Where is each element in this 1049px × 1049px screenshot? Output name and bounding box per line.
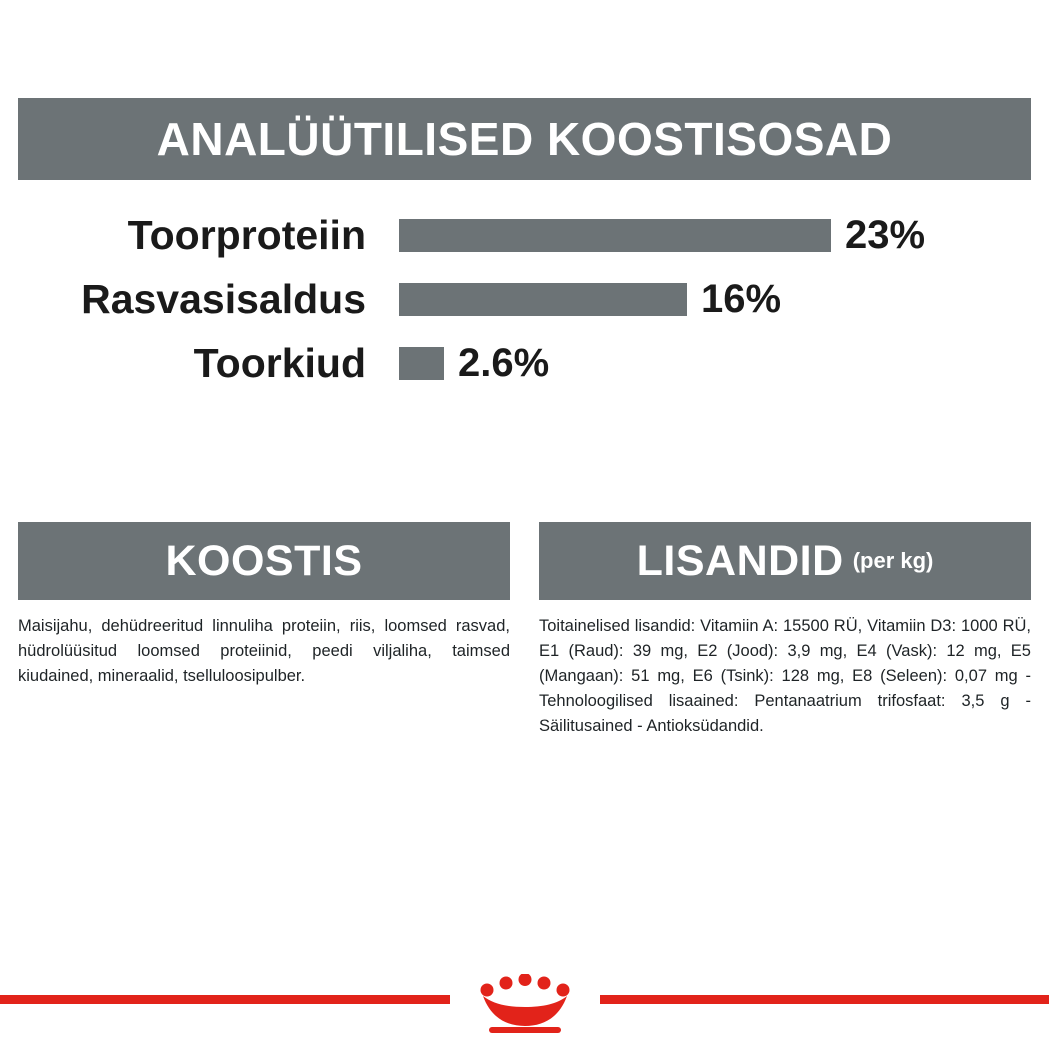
composition-header <box>18 522 510 600</box>
chart-row <box>18 332 1031 394</box>
additives-header <box>539 522 1031 600</box>
bar-fat-content <box>399 283 687 316</box>
royal-canin-crown-logo-icon <box>450 961 600 1049</box>
bar-label-crude-fibre: Toorkiud <box>193 339 366 386</box>
analytical-constituents-header <box>18 98 1031 180</box>
additives-panel <box>539 522 1031 739</box>
bar-value-fat-content: 16% <box>701 277 782 321</box>
analytical-constituents-chart <box>18 200 1031 420</box>
composition-title: KOOSTIS <box>165 536 363 585</box>
brand-footer <box>0 961 1049 1049</box>
bar-label-crude-protein: Toorproteiin <box>127 211 366 258</box>
additives-title: LISANDID <box>636 536 844 585</box>
bar-area <box>399 343 1031 383</box>
bar-value-crude-protein: 23% <box>845 213 926 257</box>
bar-value-crude-fibre: 2.6% <box>458 341 550 385</box>
chart-row <box>18 268 1031 330</box>
composition-text: Maisijahu, dehüdreeritud linnuliha proteiin, riis, loomsed rasvad, hüdrolüüsitud loomsed proteiinid, peedi viljaliha, taimsed kiudained, mineraalid, tselluloosipulber. <box>18 617 510 686</box>
bar-crude-protein <box>399 219 831 252</box>
composition-panel <box>18 522 510 689</box>
page-title: ANALÜÜTILISED KOOSTISOSAD <box>156 113 893 165</box>
bar-label-fat-content: Rasvasisaldus <box>81 275 366 322</box>
chart-row <box>18 204 1031 266</box>
additives-text: Toitainelised lisandid: Vitamiin A: 15500 RÜ, Vitamiin D3: 1000 RÜ, E1 (Raud): 39 mg, E2 (Jood): 3,9 mg, E4 (Vask): 12 mg, E5 (Mangaan): 51 mg, E6 (Tsink): 128 mg, E8 (Seleen): 0,07 mg - Tehnoloogilised lisaained: Pentanaatrium trifosfaat: 3,5 g - Säilitusained - Antioksüdandid. <box>539 617 1031 736</box>
bar-area <box>399 279 1031 319</box>
additives-subtitle: (per kg) <box>852 548 934 573</box>
bar-crude-fibre <box>399 347 444 380</box>
bar-area <box>399 215 1031 255</box>
